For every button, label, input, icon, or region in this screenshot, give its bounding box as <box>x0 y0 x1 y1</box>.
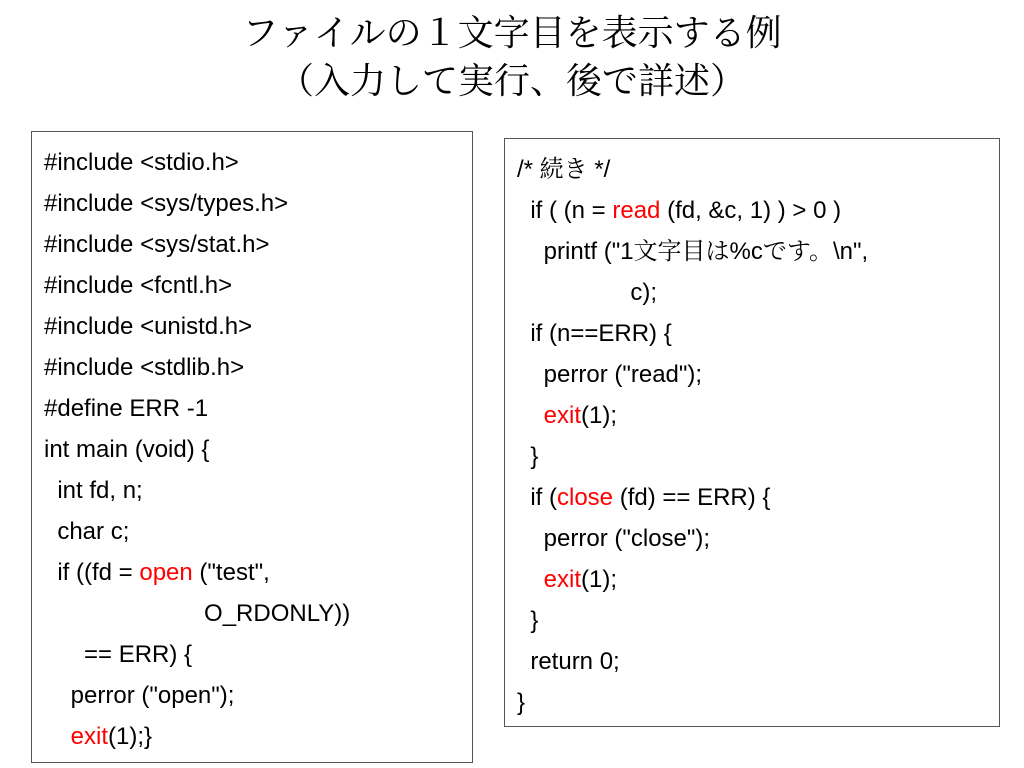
code-text: } <box>517 607 539 634</box>
code-line <box>44 511 472 552</box>
code-text: if ((fd = <box>44 559 140 586</box>
code-keyword-highlight: exit <box>543 402 582 429</box>
code-text: (fd, &c, 1) ) > 0 ) <box>660 197 842 224</box>
code-text: #include <sys/types.h> <box>44 190 289 217</box>
code-line <box>44 593 472 634</box>
code-text: #include <fcntl.h> <box>44 272 233 299</box>
slide-title-line-1: ファイルの１文字目を表示する例 <box>242 13 782 54</box>
code-line <box>517 477 999 518</box>
code-text: } <box>517 443 539 470</box>
code-line <box>517 272 999 313</box>
code-box-left <box>31 131 473 763</box>
code-text: (1); <box>581 566 618 593</box>
code-line <box>517 600 999 641</box>
code-text: #include <unistd.h> <box>44 313 253 340</box>
code-line <box>517 354 999 395</box>
code-keyword-highlight: exit <box>543 566 582 593</box>
code-line <box>44 634 472 675</box>
code-text: if ( (n = <box>517 197 613 224</box>
code-line <box>44 388 472 429</box>
code-line <box>517 313 999 354</box>
code-text: (fd) == ERR) { <box>613 484 771 511</box>
code-keyword-highlight: read <box>612 197 661 224</box>
code-keyword-highlight: open <box>139 559 193 586</box>
code-text: printf ("1文字目は%cです。\n", <box>517 238 869 265</box>
code-text: int fd, n; <box>44 477 143 504</box>
code-text: char c; <box>44 518 130 545</box>
code-line <box>44 142 472 183</box>
code-line <box>44 470 472 511</box>
code-text: #define ERR -1 <box>44 395 209 422</box>
code-line <box>44 265 472 306</box>
code-text: int main (void) { <box>44 436 210 463</box>
code-text: perror ("open"); <box>44 682 235 709</box>
code-text: (1);} <box>108 723 153 750</box>
code-line <box>44 552 472 593</box>
code-line <box>517 518 999 559</box>
code-text: if (n==ERR) { <box>517 320 672 347</box>
code-text: #include <stdio.h> <box>44 149 239 176</box>
code-line <box>517 682 999 723</box>
code-text: perror ("close"); <box>517 525 711 552</box>
code-text <box>517 402 544 429</box>
code-box-right <box>504 138 1000 727</box>
code-text: return 0; <box>517 648 620 675</box>
slide-title-line-2: （入力して実行、後で詳述） <box>277 61 746 102</box>
code-line <box>517 641 999 682</box>
code-line <box>517 395 999 436</box>
code-text: #include <stdlib.h> <box>44 354 245 381</box>
code-line <box>517 190 999 231</box>
code-line <box>517 149 999 190</box>
code-text: (1); <box>581 402 618 429</box>
code-keyword-highlight: exit <box>70 723 109 750</box>
code-keyword-highlight: close <box>557 484 614 511</box>
code-text: perror ("read"); <box>517 361 703 388</box>
code-text: /* 続き */ <box>517 156 611 183</box>
code-line <box>44 224 472 265</box>
code-line <box>44 716 472 757</box>
code-line <box>44 183 472 224</box>
code-line <box>44 675 472 716</box>
slide-title <box>0 10 1024 106</box>
code-text <box>44 723 71 750</box>
code-line <box>517 559 999 600</box>
code-text <box>517 566 544 593</box>
code-line <box>44 429 472 470</box>
code-text: c); <box>517 279 658 306</box>
code-line <box>44 306 472 347</box>
code-text: } <box>517 689 526 716</box>
code-line <box>44 347 472 388</box>
code-text: ("test", <box>192 559 270 586</box>
code-text: if ( <box>517 484 557 511</box>
code-line <box>517 231 999 272</box>
code-line <box>517 436 999 477</box>
code-text: == ERR) { <box>44 641 193 668</box>
code-text: O_RDONLY)) <box>44 600 351 627</box>
code-text: #include <sys/stat.h> <box>44 231 270 258</box>
